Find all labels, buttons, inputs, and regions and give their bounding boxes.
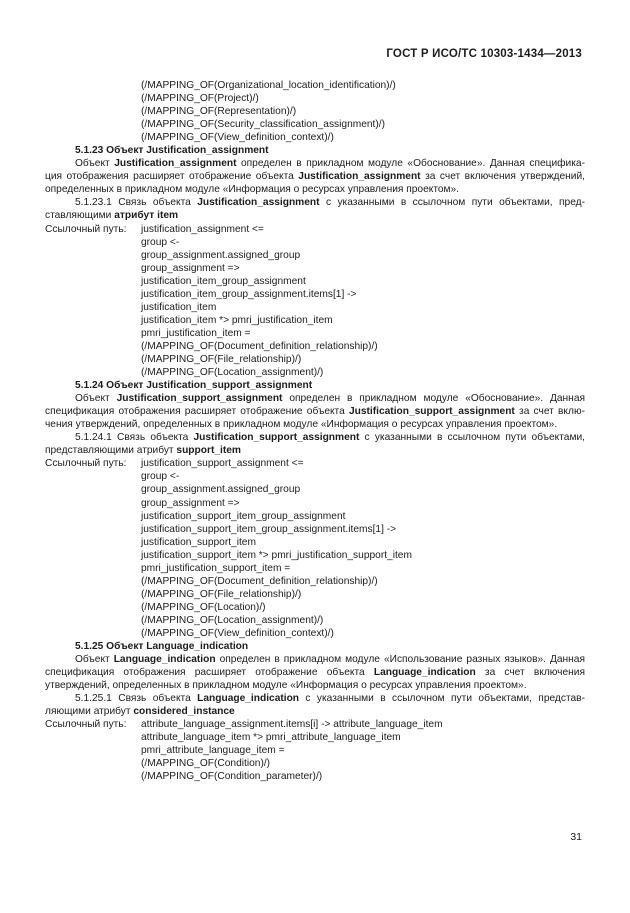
code-line: pmri_justification_item = [141,327,251,339]
page-body [45,79,585,784]
paragraph-definition: Объект Justification_assignment определен в прикладном модуле «Обоснование». Данная спецификация отображения расширяет отображение объекта Justification_assignment за счет включения утверждений, определенных в прикладном модуле «Информация о ресурсах управления проектом». [45,158,585,196]
code-line: justification_support_item *> pmri_justification_support_item [141,549,412,561]
code-line: (/MAPPING_OF(View_definition_context)/) [141,627,334,639]
code-line: (/MAPPING_OF(Security_classification_assignment)/) [141,119,386,131]
code-line: group <- [141,471,180,483]
code-line: (/MAPPING_OF(Location)/) [141,601,266,613]
reference-path-block [45,457,585,640]
code-line: justification_item [141,301,217,313]
code-line: (/MAPPING_OF(File_relationship)/) [141,588,302,600]
standard-header: ГОСТ Р ИСО/ТС 10303-1434—2013 [386,48,582,60]
code-line: (/MAPPING_OF(Project)/) [141,93,259,105]
paragraph-definition: Объект Justification_support_assignment определен в прикладном модуле «Обоснование». Данная спецификация отображения расширяет отображение объекта Justification_support_assignment за счет включения утверждений, определенных в прикладном модуле «Информация о ресурсах управления проектом». [45,393,585,431]
code-line: justification_item_group_assignment.items[1] -> [141,288,357,300]
code-line: group_assignment => [141,262,240,274]
reference-path-label: Ссылочный путь: [45,719,127,731]
code-line: (/MAPPING_OF(Representation)/) [141,106,297,118]
code-line: (/MAPPING_OF(Document_definition_relationship)/) [141,575,378,587]
section-heading-5-1-25: 5.1.25 Объект Language_indication [75,641,249,653]
code-line: justification_support_item [141,536,256,548]
code-line: justification_support_item_group_assignment [141,510,346,522]
code-line: pmri_attribute_language_item = [141,745,285,757]
reference-path-label: Ссылочный путь: [45,223,127,235]
code-line: justification_item_group_assignment [141,275,306,287]
code-line: (/MAPPING_OF(Organizational_location_identification)/) [141,80,396,91]
paragraph-attribute-mapping: 5.1.24.1 Связь объекта Justification_support_assignment с указанными в ссылочном пути объектами, представляющими атрибут support_item [45,432,585,457]
code-line: group <- [141,236,180,248]
code-line: (/MAPPING_OF(Document_definition_relationship)/) [141,340,378,352]
code-line: (/MAPPING_OF(View_definition_context)/) [141,132,334,144]
code-line: (/MAPPING_OF(Condition)/) [141,758,271,770]
page-number: 31 [570,831,582,843]
code-line: attribute_language_item *> pmri_attribute_language_item [141,732,401,744]
code-line: (/MAPPING_OF(File_relationship)/) [141,353,302,365]
paragraph-attribute-mapping: 5.1.25.1 Связь объекта Language_indication с указанными в ссылочном пути объектами, представляющими атрибут considered_instance [45,693,585,718]
code-line: (/MAPPING_OF(Location_assignment)/) [141,614,324,626]
section-heading-5-1-24: 5.1.24 Объект Justification_support_assignment [75,380,313,392]
reference-path-first-line: Ссылочный путь: justification_assignment <= [45,223,264,235]
reference-path-block [45,223,585,380]
section-heading-5-1-23: 5.1.23 Объект Justification_assignment [75,145,269,157]
code-line: pmri_justification_support_item = [141,562,291,574]
code-line: (/MAPPING_OF(Location_assignment)/) [141,367,324,379]
paragraph-definition: Объект Language_indication определен в прикладном модуле «Использование разных языков». Данная спецификация отображения расширяет отображение объекта Language_indication за счет включения утверждений, определенных в прикладном модуле «Информация о ресурсах управления проектом». [45,654,585,692]
reference-path-first-line: Ссылочный путь: justification_support_assignment <= [45,458,304,470]
reference-path-label: Ссылочный путь: [45,458,127,470]
reference-path-block [45,718,585,783]
code-line: (/MAPPING_OF(Condition_parameter)/) [141,771,323,783]
code-line: justification_support_item_group_assignment.items[1] -> [141,523,397,535]
reference-path-first-line: Ссылочный путь: attribute_language_assignment.items[i] -> attribute_language_item [45,719,443,731]
code-line: group_assignment.assigned_group [141,249,301,261]
code-line: group_assignment => [141,497,240,509]
code-line: justification_item *> pmri_justification_item [141,314,333,326]
mapping-continuation [45,79,585,144]
paragraph-attribute-mapping: 5.1.23.1 Связь объекта Justification_assignment с указанными в ссылочном пути объектами, представляющими атрибут item [45,197,585,222]
code-line: group_assignment.assigned_group [141,484,301,496]
